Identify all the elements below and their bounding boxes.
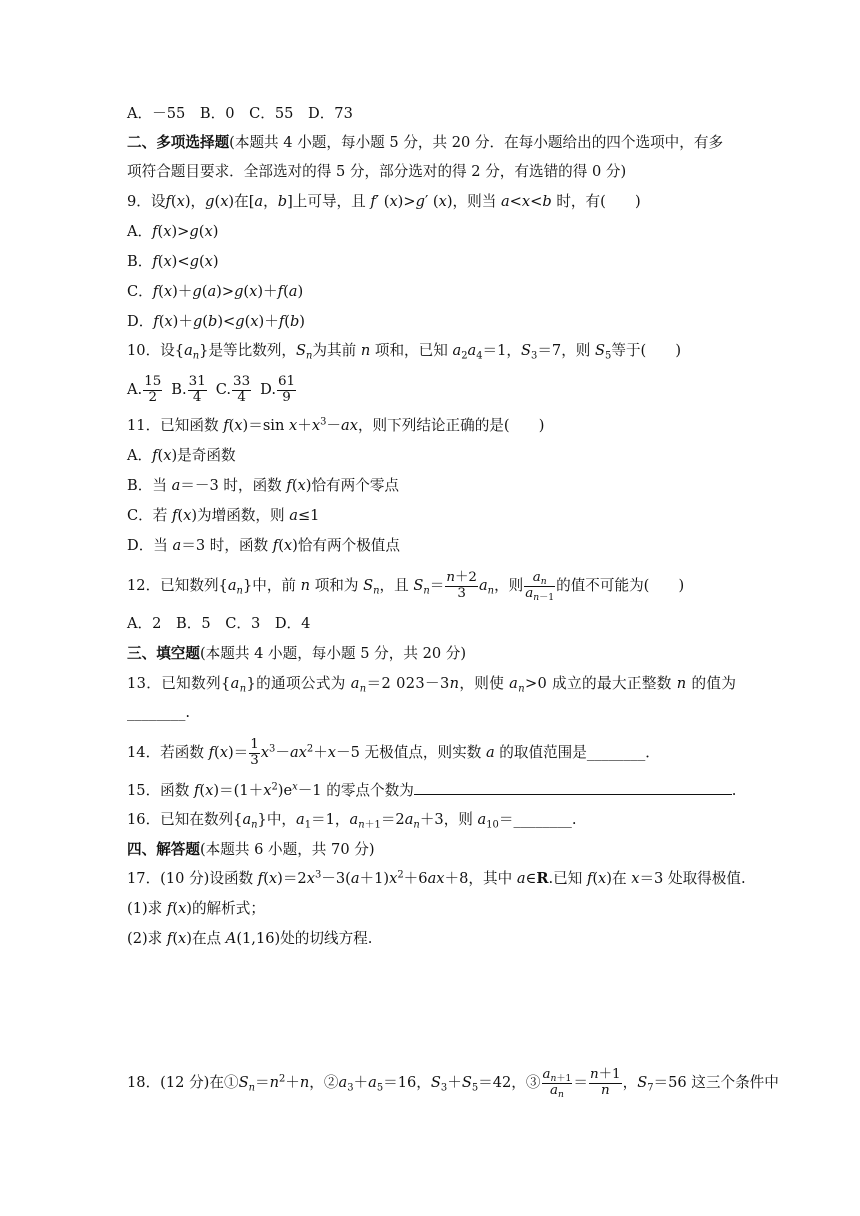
- q9-option-a-label: A．: [127, 223, 153, 240]
- q9-stem-pre: 设: [150, 193, 166, 210]
- q12-fraction-2: [524, 570, 555, 603]
- q9-option-c[interactable]: C．f(x)＋g(a)>g(x)＋f(a): [127, 283, 304, 300]
- q9-option-b[interactable]: B．f(x)<g(x): [127, 253, 219, 270]
- section2-heading: 二、多项选择题: [127, 134, 230, 151]
- q12-fraction-1: [445, 571, 478, 600]
- q16-stem: 16．已知在数列$\{a_n\}$中，$a_1=1$，$a_{n+1}=2a_n+3$，则 $a_{10}=\_\_\_\_\_\_\_\_$.: [127, 811, 577, 831]
- q9-option-d-label: D．: [127, 313, 154, 330]
- q12-frac1-num: n＋2: [446, 570, 477, 586]
- q9-stem: 9．设f(x)，g(x)在[a，b]上可导，且 f′ (x)>g′ (x)，则当 a<x<b 时，有( ): [127, 193, 641, 210]
- q10-option-b[interactable]: [171, 374, 207, 405]
- q10-option-d-fraction: [277, 375, 296, 404]
- section2-header: [127, 133, 723, 153]
- section4-desc: (本题共 6 小题，共 70 分): [199, 841, 375, 858]
- q14-number: 14．: [127, 744, 161, 761]
- section2-desc-line2: 项符合题目要求．全部选对的得 5 分，部分选对的得 2 分，有选错的得 0 分): [127, 163, 627, 180]
- q11-option-b[interactable]: B．当 a＝－3 时，函数 f(x)恰有两个零点: [127, 477, 400, 494]
- q10-option-c-den: 4: [237, 389, 246, 405]
- q10-option-a-den: 2: [148, 389, 157, 405]
- q18-fraction-1: [542, 1067, 573, 1100]
- q9-option-b-label: B．: [127, 253, 153, 270]
- q15-blank[interactable]: [414, 780, 732, 795]
- q12-stem: 12．已知数列$\{a_n\}$中，前 n 项和为 $S_n$，且 $S_n=$ $\frac{n+2}{3}$ $a_n$，则 $\frac{a_n}{a_{n-1}}$ 的值不可能为( ): [127, 570, 685, 603]
- section3-header: [127, 644, 466, 664]
- q9-option-c-label: C．: [127, 283, 153, 300]
- q18-number: 18．: [127, 1074, 161, 1091]
- q9-option-a[interactable]: A．f(x)>g(x): [127, 223, 219, 240]
- q15-number: 15．: [127, 782, 161, 799]
- q15-stem: 15．函数 $f(x)=(1+x^2)e^x-1$ 的零点个数为 .: [127, 781, 737, 799]
- q10-option-d[interactable]: [260, 374, 297, 405]
- q11-stem: 11．已知函数 f(x)＝sin $x+x^3-ax$，则下列结论正确的是( ): [127, 416, 545, 434]
- q10-option-a-num: 15: [144, 374, 162, 390]
- q17-number: 17．: [127, 870, 161, 887]
- section3-desc: (本题共 4 小题，每小题 5 分，共 20 分): [199, 645, 467, 662]
- q10-option-d-num: 61: [277, 374, 296, 390]
- q10-option-c[interactable]: [215, 374, 252, 405]
- q14-frac-num: 1: [250, 737, 259, 753]
- q10-options: [127, 372, 297, 408]
- q14-blank[interactable]: ________: [586, 744, 646, 761]
- q12-options: [127, 614, 310, 634]
- q10-option-c-num: 33: [233, 374, 251, 390]
- q10-option-b-den: 4: [192, 389, 202, 405]
- q11-option-c[interactable]: C．若 f(x)为增函数，则 a≤1: [127, 507, 320, 524]
- q12-frac2-den: $a_{n-1}$: [525, 585, 555, 603]
- section4-header: [127, 840, 375, 860]
- q10-number: 10．: [127, 342, 161, 359]
- q16-number: 16．: [127, 811, 161, 828]
- q10-option-d-den: 9: [282, 389, 291, 405]
- q11-option-a[interactable]: A．f(x)是奇函数: [127, 447, 236, 464]
- q12-frac1-den: 3: [457, 585, 466, 601]
- q14-stem: 14．若函数 f(x)＝ $\frac{1}{3}$ $x^3-ax^2+x-5$ 无极值点，则实数 a 的取值范围是________．: [127, 737, 660, 768]
- q14-fraction: [249, 738, 260, 767]
- q17-stem: 17．(10 分)设函数 $f(x)=2x^3-3(a+1)x^2+6ax+8$，其中 a∈R.已知 f(x)在 x＝3 处取得极值.: [127, 869, 746, 887]
- q10-stem: 10．设$\{a_n\}$是等比数列，$S_n$为其前 n 项和，已知 $a_2a_4=1$，$S_3=7$，则 $S_5$等于( ): [127, 342, 682, 362]
- q10-option-c-label: C.: [215, 381, 232, 398]
- q12-frac2-num: $a_n$: [524, 571, 555, 586]
- q11-number: 11．: [127, 417, 161, 434]
- q10-option-a[interactable]: [127, 374, 163, 405]
- q10-option-a-fraction: [143, 375, 162, 404]
- q12-options-text: A．2 B．5 C．3 D．4: [127, 615, 311, 632]
- q13-number: 13．: [127, 675, 162, 692]
- section4-heading: 四、解答题: [127, 841, 200, 858]
- section3-heading: 三、填空题: [127, 645, 200, 662]
- q10-option-d-label: D.: [260, 381, 276, 398]
- q12-number: 12．: [127, 577, 161, 594]
- q13-blank[interactable]: ________.: [127, 704, 191, 721]
- q8-options: [127, 104, 353, 124]
- q10-option-a-label: A.: [127, 381, 143, 398]
- q18-fraction-2: [589, 1068, 622, 1097]
- q18-frac1-den: $a_n$: [549, 1082, 564, 1100]
- section2-desc-line2-row: [127, 162, 626, 182]
- q17-part2: (2)求 f(x)在点 A(1,16)处的切线方程.: [127, 930, 373, 947]
- q18-stem: 18．(12 分)在$①S_n=n^2+n$，$②a_3+a_5=16$，$S_3+S_5=42$，③ $\frac{a_{n+1}}{a_n}$ ＝ $\frac{n+1}{n}$ ，$S_7=56$ 这三个条件中: [127, 1067, 779, 1100]
- q10-option-c-fraction: [232, 375, 251, 404]
- q10-option-b-fraction: [188, 375, 207, 404]
- q11-option-d[interactable]: D．当 a＝3 时，函数 f(x)恰有两个极值点: [127, 537, 400, 554]
- q10-option-b-label: B.: [171, 381, 187, 398]
- q8-options-text: A．－55 B．0 C．55 D．73: [127, 105, 353, 122]
- q13-blank-row: [127, 703, 190, 723]
- q9-number: 9．: [127, 193, 151, 210]
- q18-frac2-den: n: [600, 1082, 610, 1098]
- q18-frac2-num: n＋1: [589, 1067, 621, 1083]
- section2-desc-line1: (本题共 4 小题，每小题 5 分，共 20 分．在每小题给出的四个选项中，有多: [229, 134, 724, 151]
- q9-option-d[interactable]: D．f(x)＋g(b)<g(x)＋f(b): [127, 313, 305, 330]
- q13-stem: 13．已知数列$\{a_n\}$的通项公式为 $a_n=2$ 023－3n，则使 $a_n>0$ 成立的最大正整数 n 的值为: [127, 675, 737, 695]
- q18-frac1-num: $a_{n+1}$: [542, 1067, 572, 1085]
- q10-option-b-num: 31: [188, 374, 206, 390]
- q14-frac-den: 3: [250, 752, 259, 768]
- q17-part1: (1)求 f(x)的解析式；: [127, 900, 265, 917]
- q16-blank[interactable]: ________: [513, 811, 572, 828]
